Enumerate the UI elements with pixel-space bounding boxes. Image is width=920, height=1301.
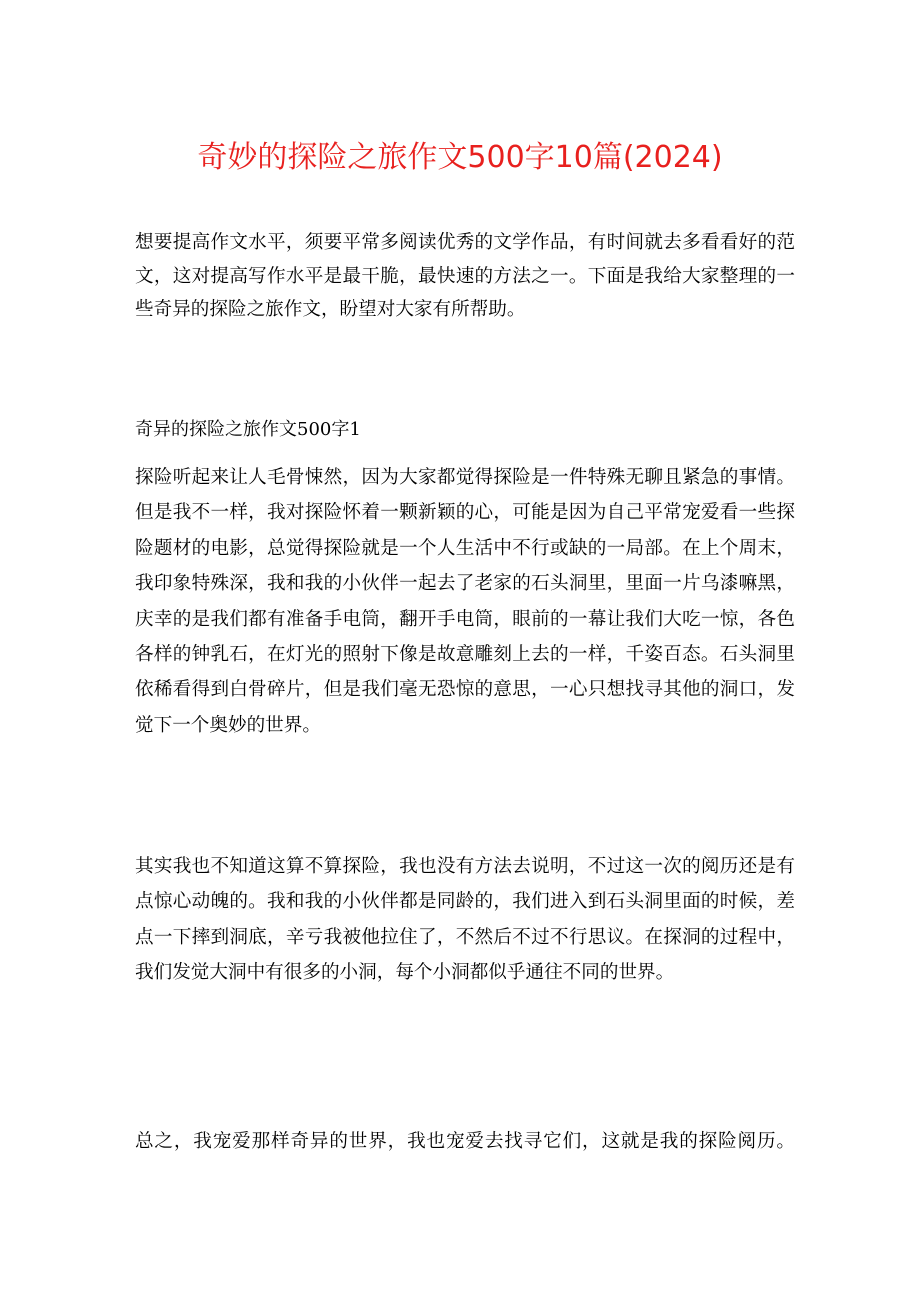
document-title: 奇妙的探险之旅作文500字10篇(2024) <box>197 140 723 175</box>
body-paragraph-1: 探险听起来让人毛骨悚然，因为大家都觉得探险是一件特殊无聊且紧急的事情。但是我不一样，我对探险怀着一颗新颖的心，可能是因为自己平常宠爱看一些探险题材的电影，总觉得探险就是一个人生活中不行或缺的一局部。在上个周末，我印象特殊深，我和我的小伙伴一起去了老家的石头洞里，里面一片乌漆嘛黑，庆幸的是我们都有准备手电筒，翻开手电筒，眼前的一幕让我们大吃一惊，各色各样的钟乳石，在灯光的照射下像是故意雕刻上去的一样，千姿百态。石头洞里依稀看得到白骨碎片，但是我们毫无恐惊的意思，一心只想找寻其他的洞口，发觉下一个奥妙的世界。 <box>135 467 795 736</box>
section-heading: 奇异的探险之旅作文500字1 <box>135 419 361 440</box>
intro-paragraph: 想要提高作文水平，须要平常多阅读优秀的文学作品，有时间就去多看看好的范文，这对提高写作水平是最干脆，最快速的方法之一。下面是我给大家整理的一些奇异的探险之旅作文，盼望对大家有所帮助。 <box>135 232 795 321</box>
body-paragraph-2: 其实我也不知道这算不算探险，我也没有方法去说明，不过这一次的阅历还是有点惊心动魄的。我和我的小伙伴都是同龄的，我们进入到石头洞里面的时候，差点一下摔到洞底，辛亏我被他拉住了，不然后不过不行思议。在探洞的过程中，我们发觉大洞中有很多的小洞，每个小洞都似乎通往不同的世界。 <box>135 856 795 984</box>
body-paragraph-3: 总之，我宠爱那样奇异的世界，我也宠爱去找寻它们，这就是我的探险阅历。 <box>135 1131 795 1152</box>
